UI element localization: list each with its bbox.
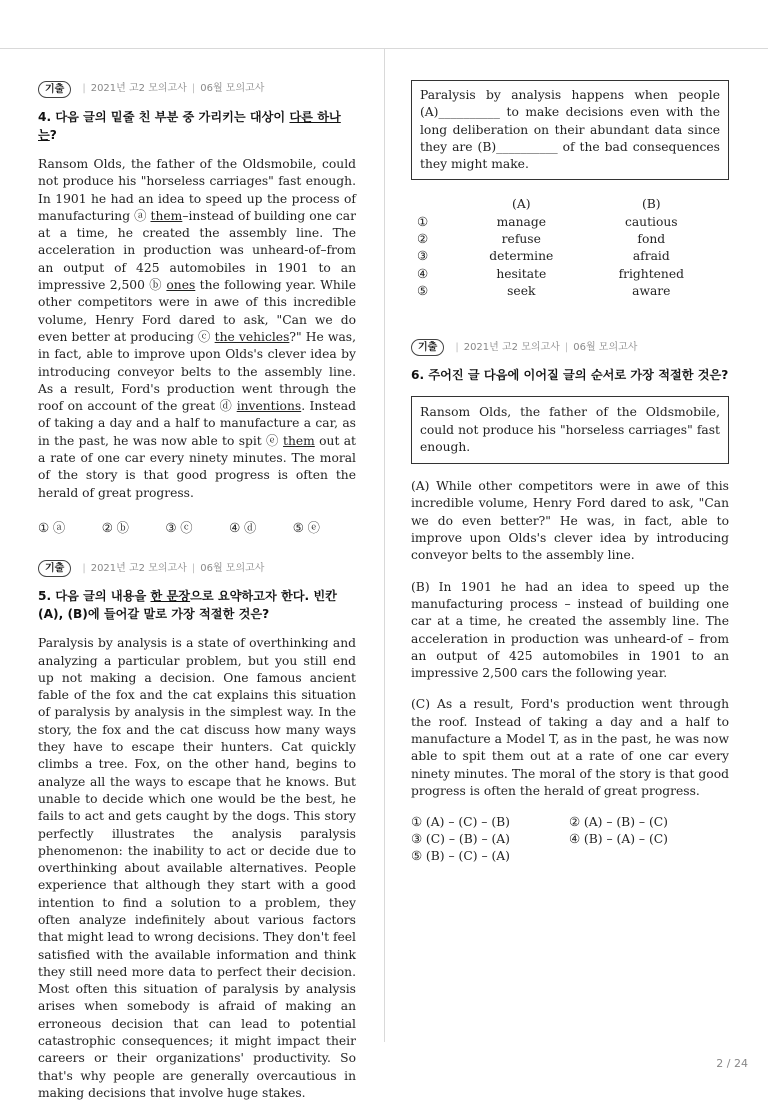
option-5[interactable]: ⑤ (B) – (C) – (A) xyxy=(411,849,510,864)
underlined-c: the vehicles xyxy=(214,329,290,344)
underlined-a: them xyxy=(150,208,183,223)
exam-month: 06월 모의고사 xyxy=(573,341,638,353)
exam-year: 2021년 고2 모의고사 xyxy=(90,562,187,574)
order-options xyxy=(411,814,729,865)
exam-month: 06월 모의고사 xyxy=(200,562,265,574)
tag-separator: | xyxy=(191,83,196,95)
option-2[interactable]: ② (A) – (B) – (C) xyxy=(569,815,668,830)
option-3[interactable]: ③ (C) – (B) – (A) xyxy=(411,832,510,847)
answer-row[interactable]: ② refuse fond xyxy=(417,232,666,247)
underlined-b: ones xyxy=(166,278,196,293)
tag-separator: | xyxy=(564,341,569,353)
marker-d: ⓓ xyxy=(219,399,233,414)
exam-badge: 기출 xyxy=(38,81,71,98)
choice-3[interactable]: ③ ⓒ xyxy=(165,520,193,535)
exam-year: 2021년 고2 모의고사 xyxy=(463,341,560,353)
given-sentence-box: Ransom Olds, the father of the Oldsmobile, could not produce his "horseless carriages" fast enough. xyxy=(411,396,729,464)
summary-box: Paralysis by analysis happens when people (A)__________ to make decisions even with the long deliberation on their abundant data since they are (B)__________ of the bad consequences they might make. xyxy=(411,80,729,180)
paragraph-b: (B) In 1901 he had an idea to speed up the manufacturing process – instead of building one car at a time, he created the assembly line. The acceleration in production was unheard-of – from an output of 425 automobiles in 1901 to an impressive 2,500 cars the following year. xyxy=(411,579,729,681)
exam-month: 06월 모의고사 xyxy=(200,83,265,95)
answer-choices xyxy=(38,520,320,537)
column-divider xyxy=(384,48,385,1042)
choice-2[interactable]: ② ⓑ xyxy=(101,520,129,535)
question-title: 4. 다음 글의 밑줄 친 부분 중 가리키는 대상이 다른 하나는? xyxy=(38,110,341,142)
answer-table xyxy=(417,196,717,300)
question-title: 5. 다음 글의 내용을 한 문장으로 요약하고자 한다. 빈칸 (A), (B)에 들어갈 말로 가장 적절한 것은? xyxy=(38,589,337,622)
question-passage: Paralysis by analysis is a state of overthinking and analyzing a particular problem, but you still end up not making a decision. One famous ancient fable of the fox and the cat explains this situation of paralysis by analysis in the simplest way. In the story, the fox and the cat discuss how many ways they have to escape their hunters. Cat quickly climbs a tree. Fox, on the other hand, begins to analyze all the ways to escape that he knows. But unable to decide which one would be the best, he fails to act and gets caught by the dogs. This story perfectly illustrates the analysis paralysis phenomenon: the inability to act or decide due to overthinking about available alternatives. People experience that although they start with a good intention to find a solution to a problem, they often analyze indefinitely about various factors that might lead to wrong decisions. They don't feel satisfied with the available information and think they still need more data to perfect their decision. Most often this situation of paralysis by analysis arises when somebody is afraid of making an erroneous decision that can lead to potential catastrophic consequences; it might impact their careers or their organizations' productivity. So that's why people are generally overcautious in making decisions that involve huge stakes. xyxy=(38,636,356,1100)
choice-5[interactable]: ⑤ ⓔ xyxy=(292,520,320,535)
question-passage: Ransom Olds, the father of the Oldsmobile, could not produce his "horseless carriages" fast enough. In 1901 he had an idea to speed up the process of manufacturing ⓐ them–instead of building one car at a time, he created the assembly line. The acceleration in production was unheard-of–from an output of 425 automobiles in 1901 to an impressive 2,500 ⓑ ones the following year. While other competitors were in awe of this incredible volume, Henry Ford dared to ask, "Can we do even better at producing ⓒ the vehicles?" He was, in fact, able to improve upon Olds's clever idea by introducing conveyor belts to the assembly line. As a result, Ford's production went through the roof on account of the great ⓓ inventions. Instead of taking a day and a half to manufacture a car, as in the past, he was now able to spit ⓔ them out at a rate of one car every ninety minutes. The moral of the story is that good progress is often the herald of great progress. xyxy=(38,157,356,500)
tag-separator: | xyxy=(455,341,459,353)
question-6 xyxy=(411,338,729,865)
question-tag xyxy=(411,338,729,356)
exam-badge: 기출 xyxy=(38,560,71,577)
underlined-d: inventions xyxy=(236,399,302,414)
left-column xyxy=(38,80,356,1102)
choice-4[interactable]: ④ ⓓ xyxy=(229,520,257,535)
answer-row[interactable]: ① manage cautious xyxy=(417,214,678,229)
tag-separator: | xyxy=(82,562,86,574)
question-5 xyxy=(38,559,356,1102)
choice-1[interactable]: ① ⓐ xyxy=(38,520,66,535)
answer-row[interactable]: ③ determine afraid xyxy=(417,249,670,264)
paragraph-c: (C) As a result, Ford's production went through the roof. Instead of taking a day and a half to manufacture a Model T, as in the past, he was now able to spit them out at a rate of one car every ninety minutes. The moral of the story is that good progress is often the herald of great progress. xyxy=(411,697,729,798)
question-title: 6. 주어진 글 다음에 이어질 글의 순서로 가장 적절한 것은? xyxy=(411,368,729,383)
answer-table-header xyxy=(417,196,717,213)
right-column xyxy=(411,80,729,865)
column-b-header: (B) xyxy=(641,197,661,212)
exam-year: 2021년 고2 모의고사 xyxy=(90,83,187,95)
marker-b: ⓑ xyxy=(149,278,163,293)
page-number: 2 / 24 xyxy=(716,1057,748,1070)
column-a-header: (A) xyxy=(512,197,531,212)
marker-c: ⓒ xyxy=(197,329,211,344)
tag-separator: | xyxy=(191,562,196,574)
question-tag xyxy=(38,80,356,98)
marker-e: ⓔ xyxy=(266,433,279,448)
option-4[interactable]: ④ (B) – (A) – (C) xyxy=(569,832,668,847)
option-1[interactable]: ① (A) – (C) – (B) xyxy=(411,815,510,830)
question-4 xyxy=(38,80,356,537)
question-tag xyxy=(38,559,356,577)
underlined-e: them xyxy=(283,433,315,448)
answer-row[interactable]: ⑤ seek aware xyxy=(417,283,671,298)
marker-a: ⓐ xyxy=(134,208,147,223)
answer-row[interactable]: ④ hesitate frightened xyxy=(417,266,685,281)
exam-badge: 기출 xyxy=(411,339,444,356)
paragraph-a: (A) While other competitors were in awe of this incredible volume, Henry Ford dared to ask, "Can we do even better?" He was, in fact, able to improve upon Olds's clever idea by introducing conveyor belts to the assembly line. xyxy=(411,479,729,563)
tag-separator: | xyxy=(82,83,86,95)
